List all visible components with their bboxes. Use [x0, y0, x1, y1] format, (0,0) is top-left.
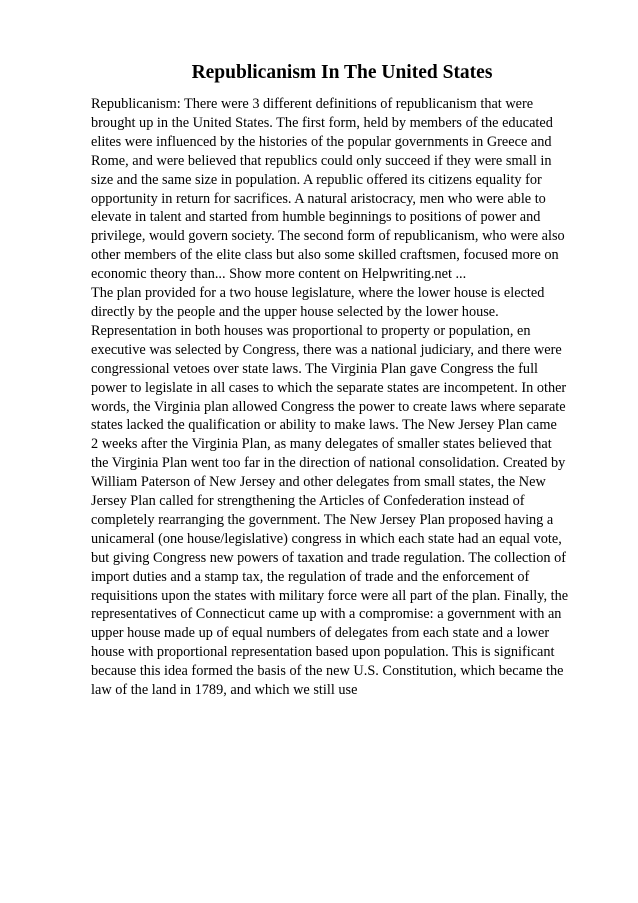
body-text-line: Jersey Plan called for strengthening the Articles of Confederation instead of [91, 493, 525, 510]
document-body [91, 95, 591, 700]
body-text-line: congressional vetoes over state laws. The Virginia Plan gave Congress the full [91, 360, 539, 377]
body-text-line: unicameral (one house/legislative) congress in which each state had an equal vote, [91, 530, 562, 547]
body-text-line: economic theory than... Show more content on Helpwriting.net ... [91, 266, 467, 283]
body-text-line: directly by the people and the upper house selected by the lower house. [91, 303, 499, 320]
body-text-line: The plan provided for a two house legislature, where the lower house is elected [91, 285, 545, 302]
body-text-line: law of the land in 1789, and which we still use [91, 682, 358, 699]
body-text-line: brought up in the United States. The first form, held by members of the educated [91, 114, 553, 131]
body-text-line: 2 weeks after the Virginia Plan, as many delegates of smaller states believed that [91, 436, 552, 453]
body-text-line: but giving Congress new powers of taxation and trade regulation. The collection of [91, 549, 566, 566]
body-text-line: power to legislate in all cases to which the separate states are incompetent. In other [91, 379, 567, 396]
body-text-line: because this idea formed the basis of the new U.S. Constitution, which became the [91, 663, 564, 680]
body-text-line: Representation in both houses was proportional to property or population, en [91, 322, 531, 339]
body-text-line: words, the Virginia plan allowed Congress the power to create laws where separate [91, 398, 566, 415]
body-text-line: other members of the elite class but also some skilled craftsmen, focused more on [91, 247, 559, 264]
body-text-line: William Paterson of New Jersey and other delegates from small states, the New [91, 474, 546, 491]
body-text-line: size and the same size in population. A republic offered its citizens equality for [91, 171, 542, 188]
body-text-line: privilege, would govern society. The second form of republicanism, who were also [91, 228, 565, 245]
body-text-line: elites were influenced by the histories of the popular governments in Greece and [91, 133, 552, 150]
body-text-line: opportunity in return for sacrifices. A natural aristocracy, men who were able to [91, 190, 546, 207]
body-text-line: import duties and a stamp tax, the regulation of trade and the enforcement of [91, 568, 530, 585]
body-text-line: Republicanism: There were 3 different definitions of republicanism that were [91, 96, 534, 112]
body-text-line: house with proportional representation based upon population. This is significant [91, 644, 555, 661]
body-text-line: requisitions upon the states with military force were all part of the plan. Finally, the [91, 587, 569, 604]
document-title: Republicanism In The United States [191, 62, 493, 83]
body-text-line: executive was selected by Congress, there was a national judiciary, and there were [91, 341, 562, 358]
body-text-line: the Virginia Plan went too far in the direction of national consolidation. Created by [91, 455, 566, 472]
body-text-line: elevate in talent and started from humble beginnings to positions of power and [91, 209, 541, 226]
body-text-line: Rome, and were believed that republics could only succeed if they were small in [91, 152, 552, 169]
body-text-line: upper house made up of equal numbers of delegates from each state and a lower [91, 625, 550, 642]
body-text-line: states lacked the qualification or ability to make laws. The New Jersey Plan came [91, 417, 557, 434]
body-text-line: representatives of Connecticut came up with a compromise: a government with an [91, 606, 562, 623]
body-text-line: completely rearranging the government. The New Jersey Plan proposed having a [91, 511, 554, 528]
